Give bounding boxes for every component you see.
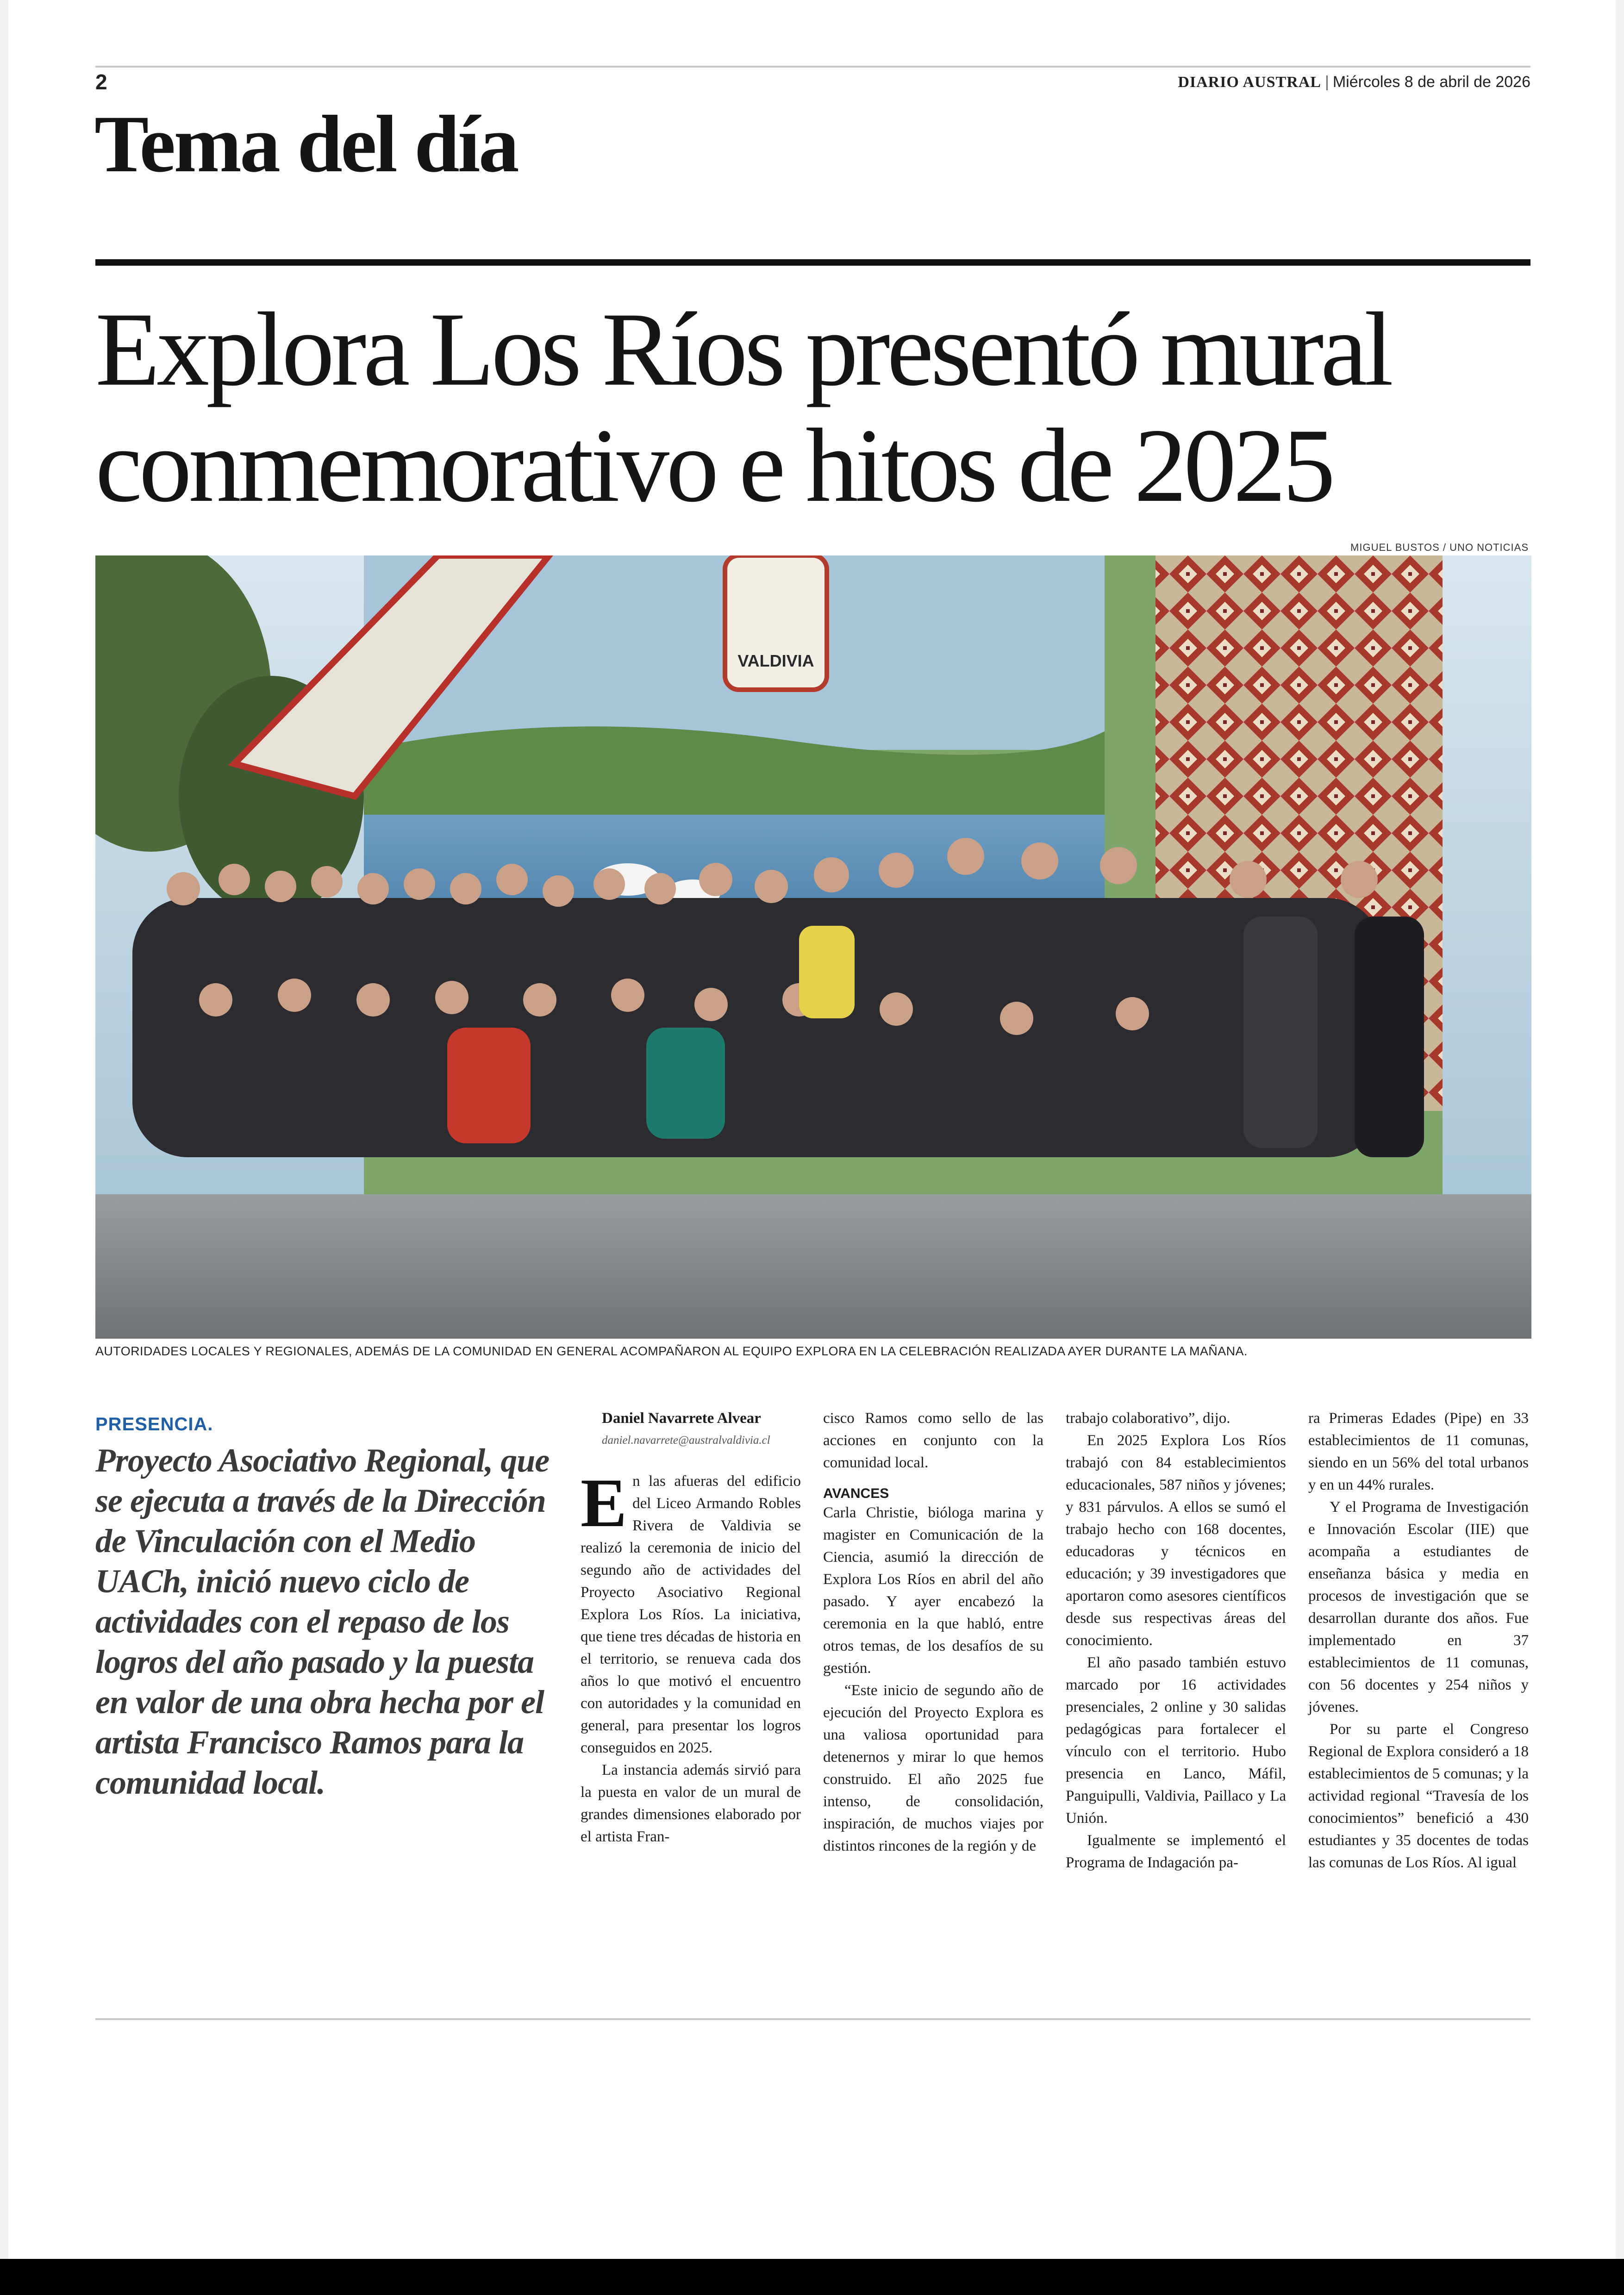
page-number: 2 <box>95 70 107 94</box>
paragraph: trabajo colaborativo”, dijo. <box>1066 1410 1230 1427</box>
viewer-bottom-bar <box>0 2259 1624 2295</box>
paragraph: Y el Programa de Investigación e Innovación Escolar (IIE) que acompaña a estudiantes de enseñanza básica y media en procesos de investigación que se desarrollan durante dos años. Fue implementado en 37 establecimientos de 11 comunas, con 56 docentes y 254 niños y jóvenes. <box>1308 1499 1529 1715</box>
mural-crest-label: VALDIVIA <box>737 651 814 670</box>
paragraph-text: n las afueras del edificio del Liceo Armando Robles Rivera de Valdivia se realizó la ceremonia de inicio del segundo año de actividades del Proyecto Asociativo Regional Explora Los Ríos. La iniciativa, que tiene tres décadas de historia en el territorio, se renueva cada dos años lo que motivó el encuentro con autoridades y la comunidad en general, para presentar los logros conseguidos en 2025. <box>581 1473 801 1756</box>
subhead: AVANCES <box>823 1486 889 1501</box>
paragraph: Por su parte el Congreso Regional de Explora consideró a 18 establecimientos de 5 comunas; y la actividad regional “Travesía de los conocimientos” benefició a 430 estudiantes y 35 docentes de todas las comunas de Los Ríos. Al igual <box>1308 1721 1529 1871</box>
headline-line-1: Explora Los Ríos presentó mural <box>95 291 1391 408</box>
headline-line-2: conmemorativo e hitos de 2025 <box>95 407 1332 524</box>
paragraph: El año pasado también estuvo marcado por 16 actividades presenciales, 2 online y 30 salidas pedagógicas para fortalecer el vínculo con el territorio. Hubo presencia en Lanco, Máfil, Panguipulli, Valdivia, Paillaco y La Unión. <box>1066 1654 1286 1827</box>
headline <box>95 292 1554 524</box>
section-rule <box>95 259 1530 266</box>
paragraph: “Este inicio de segundo año de ejecución del Proyecto Explora es una valiosa oportunidad para detenernos y mirar lo que hemos construido. El año 2025 fue intenso, de consolidación, inspiración, de muchos viajes por distintos rincones de la región y de <box>823 1682 1043 1854</box>
paragraph: En 2025 Explora Los Ríos trabajó con 84 establecimientos educacionales, 587 niños y jóvenes; y 831 párvulos. A ellos se sumó el trabajo hecho con 168 docentes, educadoras y técnicos en educación; y 39 investigadores que aportaron como asesores científicos desde sus respectivas áreas del conocimiento. <box>1066 1432 1286 1649</box>
lede: Proyecto Asociativo Regional, que se ejecuta a través de la Dirección de Vinculación con el Medio UACh, inició nuevo ciclo de actividades con el repaso de los logros del año pasado y la puesta en valor de una obra hecha por el artista Francisco Ramos para la comunidad local. <box>95 1442 550 1801</box>
paragraph: Igualmente se implementó el Programa de Indagación pa- <box>1066 1832 1286 1871</box>
issue-date: Miércoles 8 de abril de 2026 <box>1332 73 1530 91</box>
photo-caption: AUTORIDADES LOCALES Y REGIONALES, ADEMÁS DE LA COMUNIDAD EN GENERAL ACOMPAÑARON AL EQUIPO EXPLORA EN LA CELEBRACIÓN REALIZADA AYER DURANTE LA MAÑANA. <box>95 1344 1248 1358</box>
paragraph: La instancia además sirvió para la puesta en valor de un mural de grandes dimensiones elaborado por el artista Fran- <box>581 1762 801 1845</box>
article-column-2 <box>823 1407 1043 1857</box>
section-title: Tema del día <box>94 99 518 189</box>
article-column-3 <box>1066 1407 1286 1874</box>
paragraph: cisco Ramos como sello de las acciones en conjunto con la comunidad local. <box>823 1410 1043 1471</box>
byline: Daniel Navarrete Alvear <box>602 1410 761 1427</box>
masthead <box>1178 73 1530 91</box>
masthead-separator: | <box>1325 73 1329 91</box>
sidewalk <box>95 1194 1531 1339</box>
page-edge-left <box>0 0 8 2259</box>
paper-name: DIARIO AUSTRAL <box>1178 74 1321 91</box>
article-column-4 <box>1308 1407 1529 1874</box>
photo-credit: MIGUEL BUSTOS / UNO NOTICIAS <box>1350 542 1529 553</box>
article-column-1 <box>581 1407 801 1848</box>
paragraph: ra Primeras Edades (Pipe) en 33 establecimientos de 11 comunas, siendo en un 56% del total urbanos y en un 44% rurales. <box>1308 1410 1529 1493</box>
paragraph: Carla Christie, bióloga marina y magister en Comunicación de la Ciencia, asumió la dirección de Explora Los Ríos en abril del año pasado. Y ayer encabezó la ceremonia en la que habló, entre otros temas, de los desafíos de su gestión. <box>823 1504 1043 1677</box>
group-photo-illustration <box>95 555 1531 1339</box>
group-photo <box>95 555 1531 1339</box>
author-email[interactable]: daniel.navarrete@australvaldivia.cl <box>602 1434 770 1447</box>
paragraph <box>581 1465 801 1759</box>
kicker: PRESENCIA. <box>95 1414 213 1434</box>
page-edge-right <box>1616 0 1624 2259</box>
drop-cap: E <box>581 1465 627 1541</box>
header-rule <box>95 66 1530 68</box>
footer-rule <box>95 2018 1530 2020</box>
